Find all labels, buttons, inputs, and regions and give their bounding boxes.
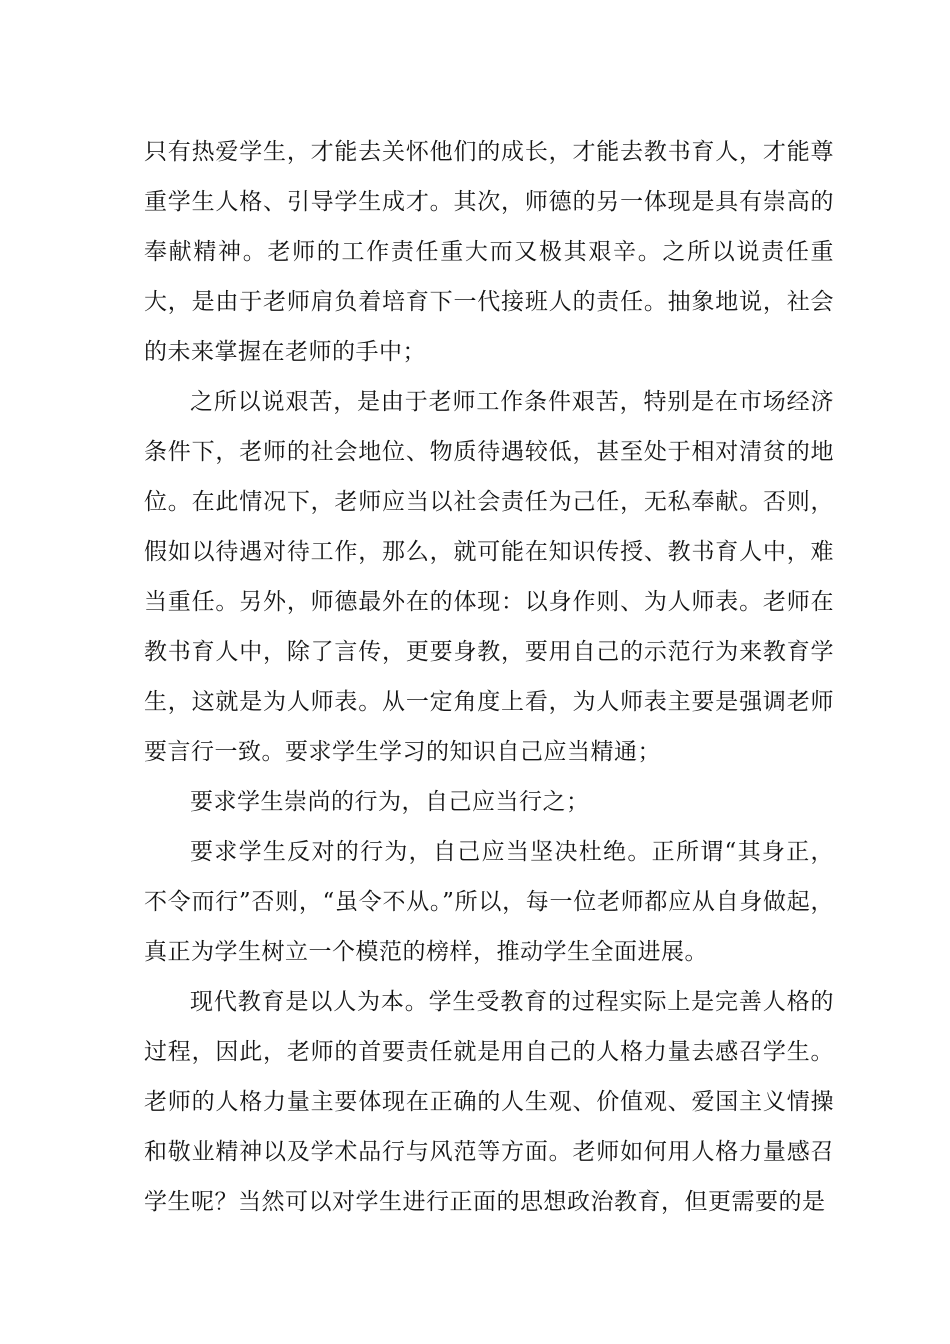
paragraph-1: 只有热爱学生，才能去关怀他们的成长，才能去教书育人，才能尊重学生人格、引导学生成才。其次，师德的另一体现是具有崇高的奉献精神。老师的工作责任重大而又极其艰辛。之所以说责任重大，是由于老师肩负着培育下一代接班人的责任。抽象地说，社会的未来掌握在老师的手中； [144, 139, 834, 365]
paragraph-5: 现代教育是以人为本。学生受教育的过程实际上是完善人格的过程，因此，老师的首要责任就是用自己的人格力量去感召学生。老师的人格力量主要体现在正确的人生观、价值观、爱国主义情操和敬业精神以及学术品行与风范等方面。老师如何用人格力量感召学生呢？当然可以对学生进行正面的思想政治教育，但更需要的是 [144, 989, 834, 1215]
document-body [144, 127, 834, 1227]
paragraph-4: 要求学生反对的行为，自己应当坚决杜绝。正所谓“其身正，不令而行”否则，“虽令不从。”所以，每一位老师都应从自身做起，真正为学生树立一个模范的榜样，推动学生全面进展。 [144, 839, 834, 965]
paragraph-2: 之所以说艰苦，是由于老师工作条件艰苦，特别是在市场经济条件下，老师的社会地位、物质待遇较低，甚至处于相对清贫的地位。在此情况下，老师应当以社会责任为己任，无私奉献。否则，假如以待遇对待工作，那么，就可能在知识传授、教书育人中，难当重任。另外，师德最外在的体现：以身作则、为人师表。老师在教书育人中，除了言传，更要身教，要用自己的示范行为来教育学生，这就是为人师表。从一定角度上看，为人师表主要是强调老师要言行一致。要求学生学习的知识自己应当精通； [144, 389, 834, 765]
paragraph-3: 要求学生崇尚的行为，自己应当行之； [190, 789, 590, 815]
